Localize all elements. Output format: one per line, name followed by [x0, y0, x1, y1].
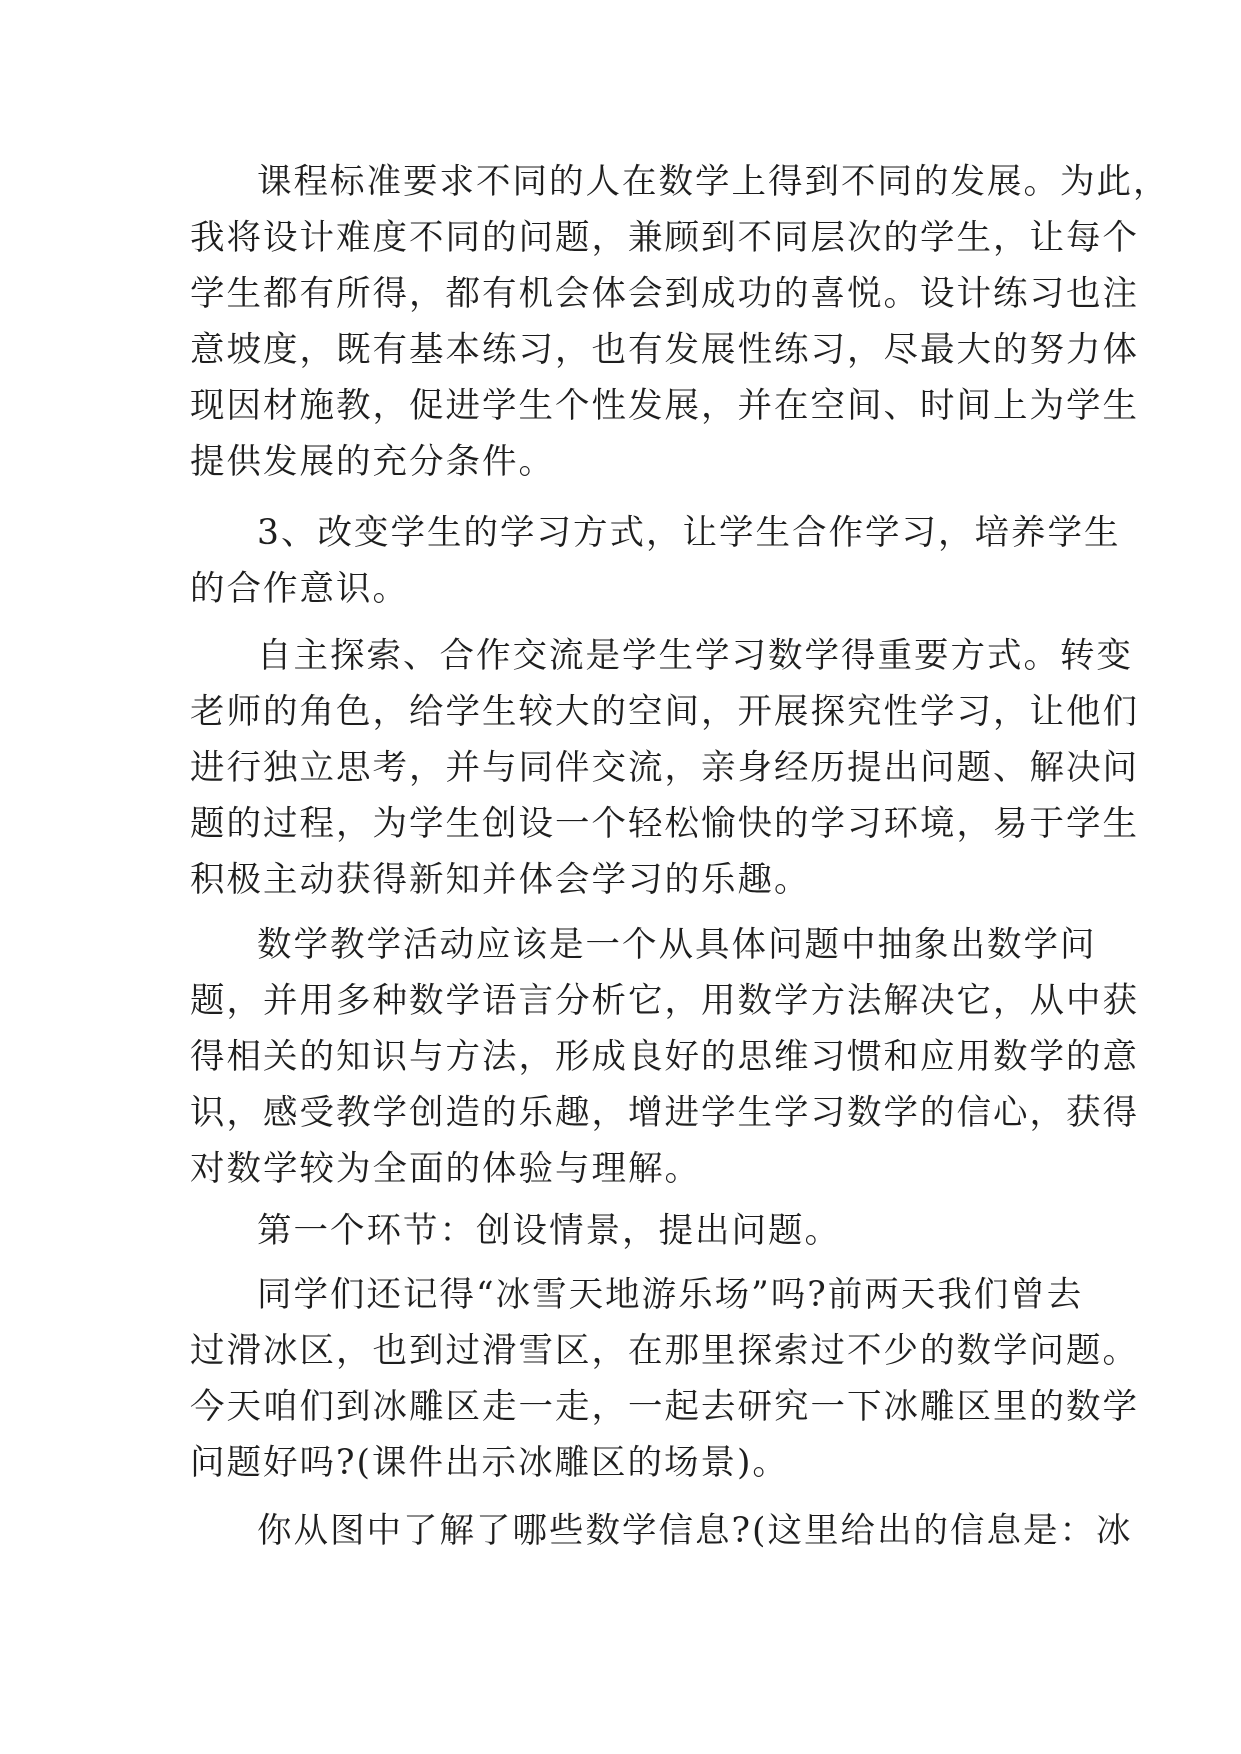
- text-line: 进行独立思考，并与同伴交流，亲身经历提出问题、解决问: [190, 748, 1139, 788]
- text-line: 老师的角色，给学生较大的空间，开展探究性学习，让他们: [190, 692, 1139, 732]
- text-line: 对数学较为全面的体验与理解。: [190, 1149, 701, 1189]
- text-line: 课程标准要求不同的人在数学上得到不同的发展。为此，: [257, 162, 1170, 202]
- text-line: 3、改变学生的学习方式，让学生合作学习，培养学生: [257, 513, 1121, 553]
- text-line: 第一个环节：创设情景，提出问题。: [257, 1211, 841, 1251]
- text-line: 学生都有所得，都有机会体会到成功的喜悦。设计练习也注: [190, 274, 1139, 314]
- text-line: 现因材施教，促进学生个性发展，并在空间、时间上为学生: [190, 386, 1139, 426]
- text-line: 数学教学活动应该是一个从具体问题中抽象出数学问: [257, 925, 1097, 965]
- text-line: 问题好吗?(课件出示冰雕区的场景)。: [190, 1443, 789, 1483]
- text-line: 积极主动获得新知并体会学习的乐趣。: [190, 860, 811, 900]
- text-line: 过滑冰区，也到过滑雪区，在那里探索过不少的数学问题。: [190, 1331, 1139, 1371]
- text-line: 得相关的知识与方法，形成良好的思维习惯和应用数学的意: [190, 1037, 1139, 1077]
- text-line: 同学们还记得“冰雪天地游乐场”吗?前两天我们曾去: [257, 1275, 1084, 1315]
- text-line: 识，感受教学创造的乐趣，增进学生学习数学的信心，获得: [190, 1093, 1139, 1133]
- text-line: 提供发展的充分条件。: [190, 442, 555, 482]
- text-line: 题的过程，为学生创设一个轻松愉快的学习环境，易于学生: [190, 804, 1139, 844]
- text-line: 你从图中了解了哪些数学信息?(这里给出的信息是：冰: [257, 1511, 1133, 1551]
- text-line: 的合作意识。: [190, 569, 409, 609]
- text-line: 我将设计难度不同的问题，兼顾到不同层次的学生，让每个: [190, 218, 1139, 258]
- text-line: 自主探索、合作交流是学生学习数学得重要方式。转变: [257, 636, 1133, 676]
- text-line: 今天咱们到冰雕区走一走，一起去研究一下冰雕区里的数学: [190, 1387, 1139, 1427]
- text-line: 题，并用多种数学语言分析它，用数学方法解决它，从中获: [190, 981, 1139, 1021]
- text-line: 意坡度，既有基本练习，也有发展性练习，尽最大的努力体: [190, 330, 1139, 370]
